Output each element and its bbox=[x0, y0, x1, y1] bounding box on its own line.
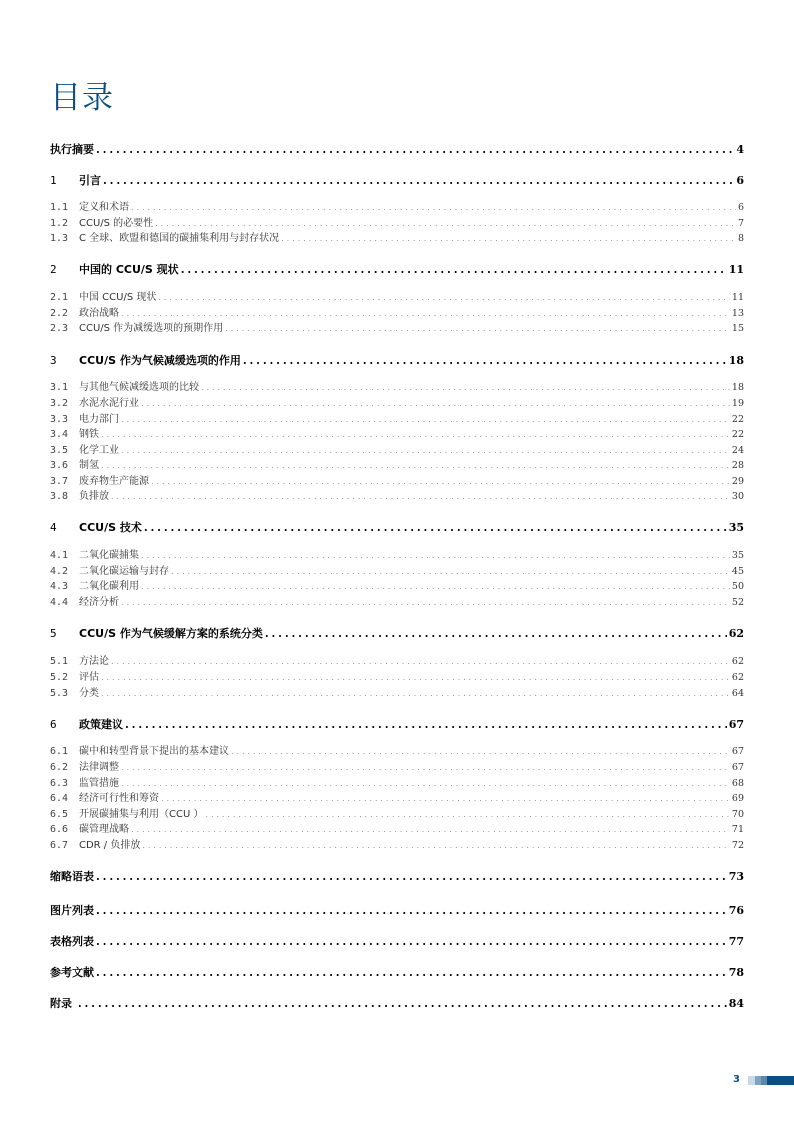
toc-label: CCU/S 的必要性 bbox=[79, 218, 154, 229]
toc-label: 水泥水泥行业 bbox=[79, 398, 139, 409]
toc-number: 3 bbox=[50, 354, 57, 367]
toc-number: 3.1 bbox=[50, 382, 69, 393]
toc-page: 62 bbox=[731, 656, 744, 667]
toc-label: 经济分析 bbox=[79, 597, 119, 608]
toc-page: 64 bbox=[731, 688, 744, 699]
toc-entry-abbreviations[interactable] bbox=[50, 870, 744, 884]
toc-number: 6.6 bbox=[50, 824, 69, 835]
toc-entry-6-3[interactable] bbox=[50, 777, 744, 790]
toc-leader bbox=[243, 354, 727, 368]
toc-label: 碳中和转型背景下提出的基本建议 bbox=[79, 746, 229, 757]
toc-number: 2 bbox=[50, 263, 57, 276]
toc-label: 二氧化碳捕集 bbox=[79, 550, 139, 561]
toc-label: 引言 bbox=[79, 174, 101, 187]
toc-page: 67 bbox=[728, 718, 744, 731]
toc-leader bbox=[96, 966, 727, 980]
toc-page: 7 bbox=[737, 218, 744, 229]
toc-entry-1-2[interactable] bbox=[50, 217, 744, 230]
toc-entry-3-6[interactable] bbox=[50, 459, 744, 472]
toc-label: CDR / 负排放 bbox=[79, 840, 141, 851]
toc-label: 废弃物生产能源 bbox=[79, 476, 149, 487]
toc-leader bbox=[151, 475, 730, 488]
toc-leader bbox=[281, 232, 736, 245]
toc-leader bbox=[144, 521, 727, 535]
toc-entry-4-4[interactable] bbox=[50, 596, 744, 609]
toc-label: 政策建议 bbox=[79, 718, 123, 731]
toc-page: 19 bbox=[731, 398, 744, 409]
toc-number: 3.8 bbox=[50, 491, 69, 502]
toc-leader bbox=[141, 549, 730, 562]
toc-label: 图片列表 bbox=[50, 904, 94, 917]
toc-leader bbox=[121, 307, 730, 320]
toc-entry-chapter-5[interactable] bbox=[50, 627, 744, 641]
toc-page: 67 bbox=[731, 746, 744, 757]
toc-number: 4.4 bbox=[50, 597, 69, 608]
toc-entry-1-1[interactable] bbox=[50, 201, 744, 214]
footer-bar-segment-1 bbox=[748, 1076, 755, 1085]
toc-leader bbox=[155, 217, 736, 230]
toc-entry-3-7[interactable] bbox=[50, 475, 744, 488]
toc-leader bbox=[96, 904, 727, 918]
toc-leader bbox=[142, 839, 730, 852]
toc-leader bbox=[225, 322, 730, 335]
toc-page: 70 bbox=[731, 809, 744, 820]
toc-leader bbox=[131, 201, 736, 214]
toc-page: 73 bbox=[728, 870, 744, 883]
toc-page: 67 bbox=[731, 762, 744, 773]
toc-number: 3.7 bbox=[50, 476, 69, 487]
toc-entry-4-3[interactable] bbox=[50, 580, 744, 593]
toc-entry-4-1[interactable] bbox=[50, 549, 744, 562]
toc-leader bbox=[101, 428, 730, 441]
toc-page: 77 bbox=[728, 935, 744, 948]
toc-leader bbox=[121, 596, 730, 609]
toc-number: 2.2 bbox=[50, 308, 69, 319]
toc-page: 68 bbox=[731, 778, 744, 789]
toc-page: 24 bbox=[731, 445, 744, 456]
toc-leader bbox=[161, 792, 730, 805]
toc-leader bbox=[121, 777, 730, 790]
toc-label: 附录 bbox=[50, 997, 76, 1010]
toc-page: 35 bbox=[731, 550, 744, 561]
toc-number: 3.5 bbox=[50, 445, 69, 456]
toc-label: 参考文献 bbox=[50, 966, 94, 979]
toc-number: 6.4 bbox=[50, 793, 69, 804]
toc-leader bbox=[96, 143, 734, 157]
toc-number: 6.5 bbox=[50, 809, 69, 820]
toc-entry-3-2[interactable] bbox=[50, 397, 744, 410]
toc-leader bbox=[158, 291, 730, 304]
toc-label: 开展碳捕集与利用（CCU ） bbox=[79, 809, 204, 820]
toc-page: 15 bbox=[731, 323, 744, 334]
toc-label: C 全球、欧盟和德国的碳捕集利用与封存状况 bbox=[79, 233, 280, 244]
toc-label: 缩略语表 bbox=[50, 870, 94, 883]
toc-entry-chapter-6[interactable] bbox=[50, 718, 744, 732]
toc-entry-3-3[interactable] bbox=[50, 413, 744, 426]
toc-number: 2.3 bbox=[50, 323, 69, 334]
toc-label: 表格列表 bbox=[50, 935, 94, 948]
toc-entry-list-of-figures[interactable] bbox=[50, 904, 744, 918]
toc-leader bbox=[201, 381, 730, 394]
toc-entry-6-7[interactable] bbox=[50, 839, 744, 852]
toc-page: 11 bbox=[731, 292, 744, 303]
toc-entry-3-5[interactable] bbox=[50, 444, 744, 457]
toc-label: 分类 bbox=[79, 688, 99, 699]
toc-entry-4-2[interactable] bbox=[50, 565, 744, 578]
toc-entry-5-2[interactable] bbox=[50, 671, 744, 684]
toc-leader bbox=[141, 397, 730, 410]
toc-number: 1 bbox=[50, 174, 57, 187]
toc-leader bbox=[181, 263, 727, 277]
toc-entry-6-6[interactable] bbox=[50, 823, 744, 836]
toc-leader bbox=[78, 997, 727, 1011]
toc-page: 22 bbox=[731, 429, 744, 440]
toc-entry-2-1[interactable] bbox=[50, 291, 744, 304]
toc-page: 11 bbox=[728, 263, 744, 276]
toc-page: 50 bbox=[731, 581, 744, 592]
toc-leader bbox=[101, 671, 730, 684]
toc-leader bbox=[131, 823, 730, 836]
toc-entry-2-2[interactable] bbox=[50, 307, 744, 320]
toc-leader bbox=[171, 565, 730, 578]
toc-label: 中国 CCU/S 现状 bbox=[79, 292, 157, 303]
toc-number: 6 bbox=[50, 718, 57, 731]
toc-page: 78 bbox=[728, 966, 744, 979]
toc-page: 6 bbox=[737, 202, 744, 213]
toc-number: 5.1 bbox=[50, 656, 69, 667]
toc-entry-3-1[interactable] bbox=[50, 381, 744, 394]
toc-leader bbox=[121, 444, 730, 457]
toc-label: 执行摘要 bbox=[50, 143, 94, 156]
toc-number: 4.3 bbox=[50, 581, 69, 592]
toc-entry-references[interactable] bbox=[50, 966, 744, 980]
toc-number: 2.1 bbox=[50, 292, 69, 303]
toc-page: 6 bbox=[736, 174, 744, 187]
toc-number: 1.1 bbox=[50, 202, 69, 213]
toc-page: 72 bbox=[731, 840, 744, 851]
toc-number: 5.3 bbox=[50, 688, 69, 699]
toc-page: 28 bbox=[731, 460, 744, 471]
toc-number: 4 bbox=[50, 521, 57, 534]
toc-entry-5-3[interactable] bbox=[50, 687, 744, 700]
toc-number: 3.4 bbox=[50, 429, 69, 440]
toc-label: 电力部门 bbox=[79, 414, 119, 425]
toc-label: 二氧化碳运输与封存 bbox=[79, 566, 169, 577]
toc-page: 13 bbox=[731, 308, 744, 319]
toc-leader bbox=[121, 413, 730, 426]
toc-leader bbox=[111, 490, 730, 503]
toc-label: 评估 bbox=[79, 672, 99, 683]
toc-number: 4.1 bbox=[50, 550, 69, 561]
toc-leader bbox=[125, 718, 727, 732]
toc-leader bbox=[96, 870, 727, 884]
toc-label: 经济可行性和筹资 bbox=[79, 793, 159, 804]
toc-entry-5-1[interactable] bbox=[50, 655, 744, 668]
toc-entry-6-2[interactable] bbox=[50, 761, 744, 774]
toc-number: 1.3 bbox=[50, 233, 69, 244]
toc-page: 62 bbox=[731, 672, 744, 683]
toc-label: CCU/S 作为减缓选项的预期作用 bbox=[79, 323, 224, 334]
toc-number: 6.2 bbox=[50, 762, 69, 773]
toc-number: 1.2 bbox=[50, 218, 69, 229]
toc-entry-executive-summary[interactable] bbox=[50, 143, 744, 157]
toc-page: 69 bbox=[731, 793, 744, 804]
toc-page: 71 bbox=[731, 824, 744, 835]
toc-number: 3.3 bbox=[50, 414, 69, 425]
toc-label: 与其他气候减缓选项的比较 bbox=[79, 382, 199, 393]
toc-label: 监管措施 bbox=[79, 778, 119, 789]
toc-leader bbox=[141, 580, 730, 593]
toc-entry-1-3[interactable] bbox=[50, 232, 744, 245]
toc-number: 5 bbox=[50, 627, 57, 640]
toc-entry-6-4[interactable] bbox=[50, 792, 744, 805]
toc-leader bbox=[101, 459, 730, 472]
toc-page: 4 bbox=[736, 143, 744, 156]
toc-leader bbox=[103, 174, 734, 188]
toc-label: CCU/S 作为气候缓解方案的系统分类 bbox=[79, 627, 263, 640]
toc-label: 法律调整 bbox=[79, 762, 119, 773]
toc-entry-3-8[interactable] bbox=[50, 490, 744, 503]
page-title: 目录 bbox=[50, 80, 114, 116]
toc-label: CCU/S 技术 bbox=[79, 521, 142, 534]
toc-label: 碳管理战略 bbox=[79, 824, 129, 835]
toc-label: CCU/S 作为气候减缓选项的作用 bbox=[79, 354, 241, 367]
toc-leader bbox=[96, 935, 727, 949]
toc-page: 18 bbox=[731, 382, 744, 393]
toc-entry-6-1[interactable] bbox=[50, 745, 744, 758]
toc-page: 29 bbox=[731, 476, 744, 487]
toc-page: 22 bbox=[731, 414, 744, 425]
toc-leader bbox=[101, 687, 730, 700]
toc-entry-chapter-1[interactable] bbox=[50, 174, 744, 188]
toc-leader bbox=[121, 761, 730, 774]
toc-entry-chapter-4[interactable] bbox=[50, 521, 744, 535]
toc-page: 52 bbox=[731, 597, 744, 608]
toc-page: 18 bbox=[728, 354, 744, 367]
footer-bar-segment-4 bbox=[767, 1076, 794, 1085]
toc-number: 6.7 bbox=[50, 840, 69, 851]
toc-page: 76 bbox=[728, 904, 744, 917]
toc-entry-3-4[interactable] bbox=[50, 428, 744, 441]
toc-label: 政治战略 bbox=[79, 308, 119, 319]
toc-label: 负排放 bbox=[79, 491, 109, 502]
toc-leader bbox=[111, 655, 730, 668]
footer-page-number: 3 bbox=[733, 1074, 740, 1085]
toc-page: 45 bbox=[731, 566, 744, 577]
toc-entry-appendix[interactable] bbox=[50, 997, 744, 1011]
toc-page: 35 bbox=[728, 521, 744, 534]
toc-entry-chapter-3[interactable] bbox=[50, 354, 744, 368]
toc-entry-2-3[interactable] bbox=[50, 322, 744, 335]
toc-leader bbox=[231, 745, 730, 758]
toc-number: 5.2 bbox=[50, 672, 69, 683]
toc-number: 3.6 bbox=[50, 460, 69, 471]
toc-label: 定义和术语 bbox=[79, 202, 129, 213]
toc-entry-chapter-2[interactable] bbox=[50, 263, 744, 277]
toc-page: 8 bbox=[737, 233, 744, 244]
toc-label: 制氢 bbox=[79, 460, 99, 471]
toc-page: 62 bbox=[728, 627, 744, 640]
toc-leader bbox=[205, 808, 729, 821]
toc-leader bbox=[265, 627, 727, 641]
toc-entry-list-of-tables[interactable] bbox=[50, 935, 744, 949]
toc-number: 6.3 bbox=[50, 778, 69, 789]
toc-number: 6.1 bbox=[50, 746, 69, 757]
toc-number: 4.2 bbox=[50, 566, 69, 577]
toc-page: 84 bbox=[728, 997, 744, 1010]
toc-entry-6-5[interactable] bbox=[50, 808, 744, 821]
toc-label: 中国的 CCU/S 现状 bbox=[79, 263, 179, 276]
toc-label: 钢铁 bbox=[79, 429, 99, 440]
toc-label: 化学工业 bbox=[79, 445, 119, 456]
toc-label: 二氧化碳利用 bbox=[79, 581, 139, 592]
toc-number: 3.2 bbox=[50, 398, 69, 409]
toc-label: 方法论 bbox=[79, 656, 109, 667]
toc-page: 30 bbox=[731, 491, 744, 502]
